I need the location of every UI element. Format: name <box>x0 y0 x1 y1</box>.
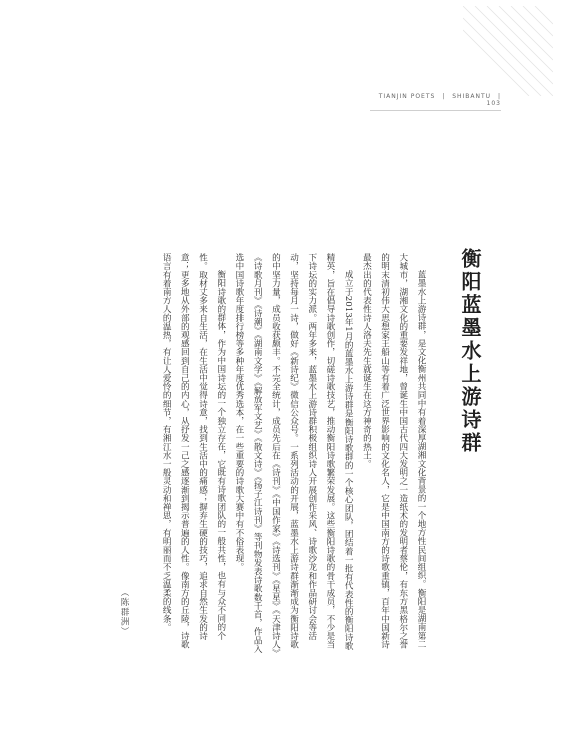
header-divider: | <box>442 93 446 100</box>
header-divider-2: | <box>497 93 501 100</box>
author-signature: （陈群洲） <box>119 588 129 636</box>
article-title: 衡阳蓝墨水上游诗群 <box>458 248 482 455</box>
body-paragraph-2: 成立于2013年1月的蓝墨水上游诗群是衡阳诗歌群的一个核心团队，团结着一批有代表性的衡阳诗歌精英，旨在倡导诗歌创作，切磋诗歌技艺，推动衡阳诗歌繁荣发展。这些衡阳诗歌的骨干成员，不少是当下诗坛的实力派。两年多来，蓝墨水上游诗群积极组织诗人开展创作采风、诗歌沙龙和作品研讨会等活动，坚持每月一诗，做好《新诗纪》微信公众号。一系列活动的开展，蓝墨水上游诗群渐渐成为衡阳诗歌的中坚力量，成员收获颇丰。不完全统计，成员先后在《诗刊》《中国作家》《诗选刊》《星星》《天津诗人》《诗歌月刊》《诗潮》《湖南文学》《解放军文艺》《散文诗》《扬子江诗刊》等刊物发表诗歌数千首，作品入选中国诗歌年度排行榜等多种年度优秀选本，在一些重要的诗歌大赛中有不俗表现。 <box>233 253 354 653</box>
header-series: TIANJIN POETS <box>378 93 436 100</box>
running-header <box>370 93 501 111</box>
page-number: 103 <box>486 100 501 107</box>
body-paragraph-3: 衡阳诗歌的群体，作为中国诗坛的一个独立存在，它既有诗歌团队的一般共性，也有与众不同的个性。取材丈多来自生活，在生活中觉得诗意，找到生活中的痛感；摒弃生硬的技巧，追求自然生发的诗意；更多地从外部的观感回到自己的内心，从抒发一己之感逐渐到揭示普遍的人性。像南方的丘陵，诗歌语言有着南方人的温热，有让人爱怜的细节，有湘江水一般灵动和禅思，有明丽而不乏温柔的线条。 <box>161 253 226 649</box>
body-paragraph-1: 蓝墨水上游诗群，是文化衡州共同中有着深厚湖湘文化背景的一个地方性民间组织。衡阳是湖南第二大城市，湖湘文化的重要发祥地，曾诞生中国古代四大发明之一造纸术的发明者蔡伦，有东方黑格尔之誉的明末清初伟大思想家王船山等有着广泛世界影响的文化名人，它是中国南方的诗歌重镇，百年中国新诗最杰出的代表性诗人洛夫先生就诞生在这方神奇的热土。 <box>361 253 426 649</box>
header-section: SHIBANTU <box>452 93 492 100</box>
article-body <box>138 253 430 653</box>
corner-line-decoration <box>463 6 553 96</box>
